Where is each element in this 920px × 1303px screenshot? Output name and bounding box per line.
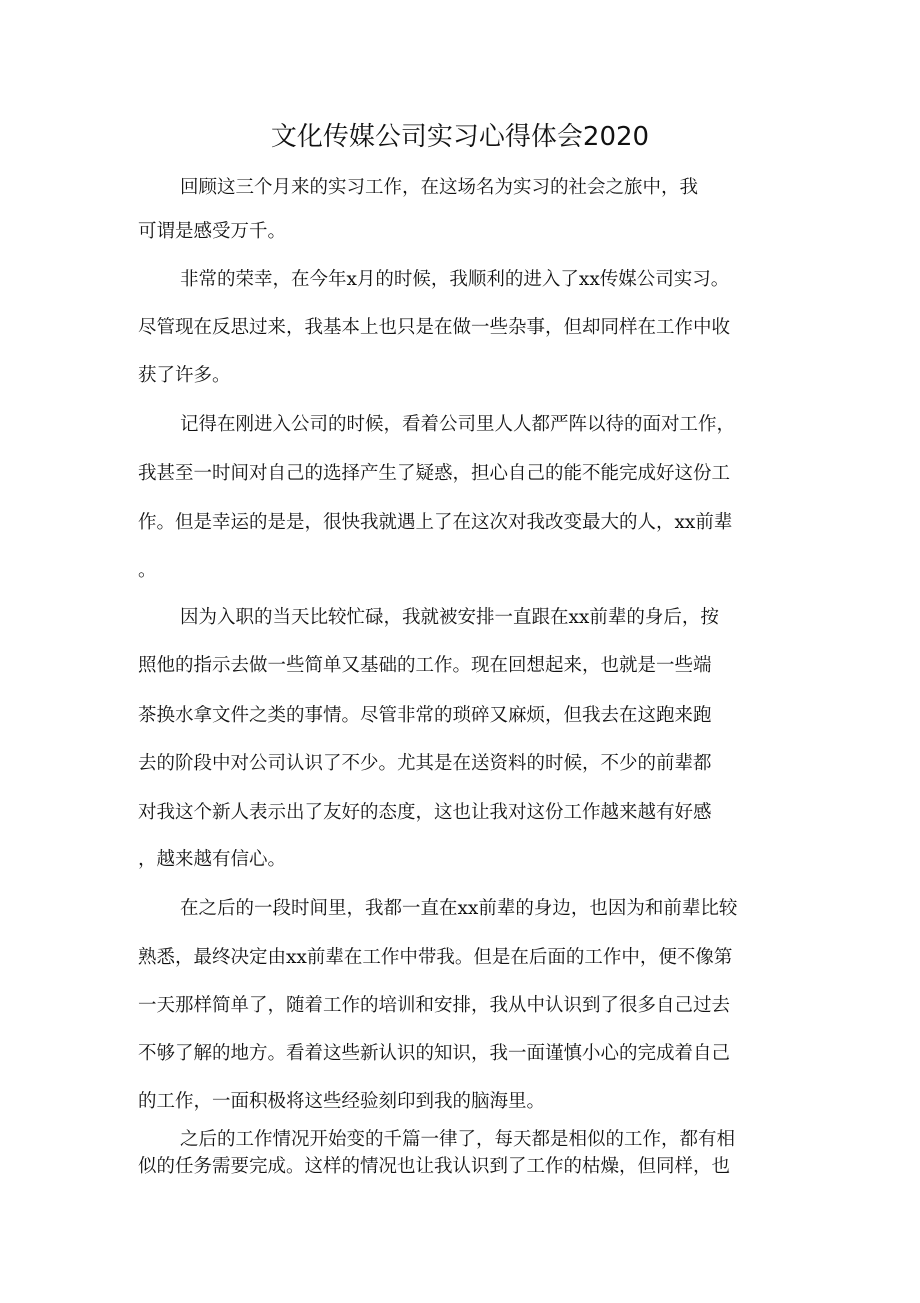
- paragraph-line: 茶换水拿文件之类的事情。尽管非常的琐碎又麻烦，但我去在这跑来跑: [138, 705, 712, 726]
- paragraph-line: ，越来越有信心。: [138, 849, 287, 870]
- paragraph-line: 非常的荣幸，在今年x月的时候，我顺利的进入了xx传媒公司实习。: [180, 269, 730, 290]
- paragraph-line: 对我这个新人表示出了友好的态度，这也让我对这份工作越来越有好感: [138, 802, 712, 823]
- paragraph-line: 可谓是感受万千。: [138, 221, 287, 242]
- paragraph-line: 之后的工作情况开始变的千篇一律了，每天都是相似的工作，都有相: [180, 1129, 736, 1150]
- paragraph-line: 记得在刚进入公司的时候，看着公司里人人都严阵以待的面对工作，: [180, 414, 736, 435]
- paragraph-line: 回顾这三个月来的实习工作，在这场名为实习的社会之旅中，我: [180, 177, 699, 198]
- paragraph-line: 的工作，一面积极将这些经验刻印到我的脑海里。: [138, 1091, 546, 1112]
- paragraph-line: 在之后的一段时间里，我都一直在xx前辈的身边，也因为和前辈比较: [180, 898, 738, 919]
- document-title: 文化传媒公司实习心得体会2020: [270, 122, 650, 152]
- paragraph-line: 一天那样简单了，随着工作的培训和安排，我从中认识到了很多自己过去: [138, 995, 731, 1016]
- paragraph-line: 不够了解的地方。看着这些新认识的知识，我一面谨慎小心的完成着自己: [138, 1043, 731, 1064]
- paragraph-line: 似的任务需要完成。这样的情况也让我认识到了工作的枯燥，但同样，也: [138, 1156, 731, 1177]
- paragraph-line: 因为入职的当天比较忙碌，我就被安排一直跟在xx前辈的身后，按: [180, 607, 719, 628]
- paragraph-line: 。: [138, 560, 157, 581]
- paragraph-line: 我甚至一时间对自己的选择产生了疑惑，担心自己的能不能完成好这份工: [138, 463, 731, 484]
- paragraph-line: 获了许多。: [138, 365, 231, 386]
- paragraph-line: 照他的指示去做一些简单又基础的工作。现在回想起来，也就是一些端: [138, 655, 712, 676]
- paragraph-line: 尽管现在反思过来，我基本上也只是在做一些杂事，但却同样在工作中收: [138, 317, 731, 338]
- paragraph-line: 作。但是幸运的是是，很快我就遇上了在这次对我改变最大的人，xx前辈: [138, 512, 733, 533]
- paragraph-line: 熟悉，最终决定由xx前辈在工作中带我。但是在后面的工作中，便不像第: [138, 947, 733, 968]
- paragraph-line: 去的阶段中对公司认识了不少。尤其是在送资料的时候，不少的前辈都: [138, 753, 712, 774]
